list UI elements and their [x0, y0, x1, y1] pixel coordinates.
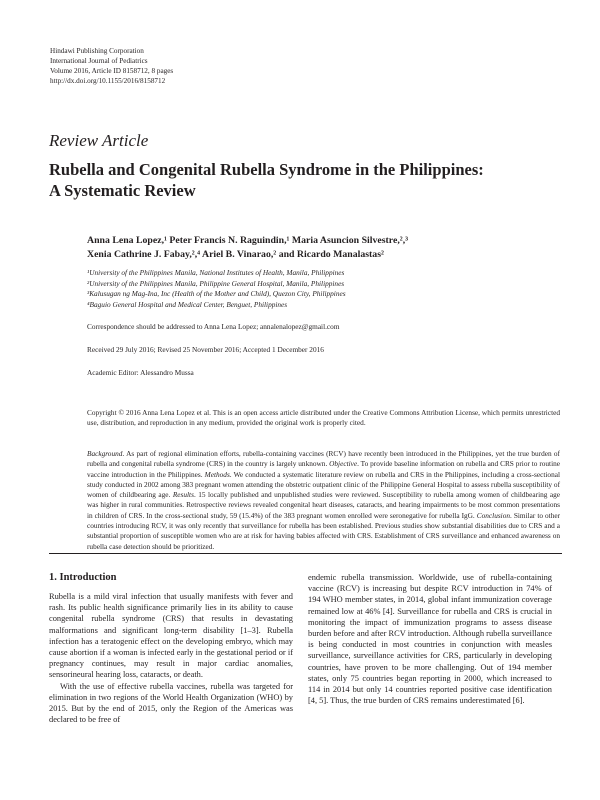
journal-doi[interactable]: http://dx.doi.org/10.1155/2016/8158712	[50, 77, 166, 85]
academic-editor: Academic Editor: Alessandro Mussa	[87, 368, 194, 377]
body-column-left	[49, 591, 293, 725]
article-type: Review Article	[49, 131, 149, 150]
correspondence: Correspondence should be addressed to Anna Lena Lopez; annalenalopez@gmail.com	[87, 322, 340, 331]
abstract-conclusion: . Similar to other countries introducing RCV, it was only recently that surveillance for rubella has been established. Previous studies show substantial disabilities due to CRS and a substantial proportion of susceptible women who are at risk for having babies affected with CRS. Establishment of CRS surveillance and enhanced awareness on rubella case detection should be prioritized.	[87, 510, 561, 551]
abstract-methods-label: Methods	[204, 469, 230, 479]
affiliation-4: ⁴Baguio General Hospital and Medical Center, Benguet, Philippines	[87, 299, 288, 309]
abstract-objective: . To provide baseline information on rubella and CRS prior to routine vaccine introduction in the Philippines.	[87, 459, 560, 479]
abstract-conclusion-label: Conclusion	[476, 510, 511, 520]
journal-name: International Journal of Pediatrics	[50, 57, 148, 65]
publisher: Hindawi Publishing Corporation	[50, 47, 144, 55]
affiliation-2: ²University of the Philippines Manila, Philippine General Hospital, Manila, Philippines	[87, 278, 345, 288]
abstract-results-label: Results	[172, 490, 194, 500]
title-line-1: Rubella and Congenital Rubella Syndrome in the Philippines:	[49, 160, 484, 179]
body-column-right	[308, 572, 552, 706]
abstract-background: . As part of regional elimination efforts, rubella-containing vaccines (RCV) have recently been introduced in the Philippines, yet the true burden of rubella and congenital rubella syndrome (CRS) in the country is largely unknown.	[87, 449, 560, 469]
received-dates: Received 29 July 2016; Revised 25 November 2016; Accepted 1 December 2016	[87, 345, 324, 354]
abstract-objective-label: Objective	[329, 459, 358, 469]
authors-line-1: Anna Lena Lopez,¹ Peter Francis N. Raguindin,¹ Maria Asuncion Silvestre,²,³	[87, 235, 409, 246]
abstract-background-label: Background	[87, 449, 123, 458]
intro-paragraph-continued: endemic rubella transmission. Worldwide, use of rubella-containing vaccine (RCV) is increasing but despite RCV introduction in 74% of 194 WHO member states, in 2014, global infant immunization coverage remained low at 46% [4]. Surveillance for rubella and CRS is crucial in monitoring the impact of immunization programs to assess disease burden before and after RCV introduction. Although rubella surveillance is being conducted in most countries in conjunction with measles surveillance, surveillance activities for CRS, particularly in developing countries, have proven to be more challenging. Out of 194 member states, only 75 countries began reporting in 2000, which increased to 114 in 2014 but only 14 countries reported positive case identification [4, 5]. Thus, the true burden of CRS remains underestimated [6].	[308, 573, 552, 706]
copyright-notice: Copyright © 2016 Anna Lena Lopez et al. This is an open access article distributed under the Creative Commons Attribution License, which permits unrestricted use, distribution, and reproduction in any medium, provided the original work is properly cited.	[87, 408, 560, 428]
section-divider	[49, 553, 562, 554]
authors-line-2: Xenia Cathrine J. Fabay,²,⁴ Ariel B. Vinarao,² and Ricardo Manalastas²	[87, 249, 384, 260]
title-line-2: A Systematic Review	[49, 181, 196, 200]
section-heading-introduction: 1. Introduction	[49, 572, 117, 583]
affiliation-1: ¹University of the Philippines Manila, National Institutes of Health, Manila, Philippines	[87, 268, 345, 277]
intro-paragraph-1: Rubella is a mild viral infection that usually manifests with fever and rash. Its public health significance primarily lies in its ability to cause congenital rubella syndrome (CRS) that results in devastating malformations and significant long-term disability [1–3]. Rubella infection has a teratogenic effect on the developing embryo, which may cause abortion if a woman is infected early in the gestational period or if pregnancy continues, may result in major cardiac anomalies, sensorineural hearing loss, cataracts, or death.	[49, 592, 293, 680]
journal-header	[50, 46, 173, 86]
journal-volume: Volume 2016, Article ID 8158712, 8 pages	[50, 67, 174, 75]
affiliation-3: ³Kalusugan ng Mag-Ina, Inc (Health of the Mother and Child), Quezon City, Philippines	[87, 289, 346, 299]
intro-paragraph-2: With the use of effective rubella vaccines, rubella was targeted for elimination in two regions of the World Health Organization (WHO) by 2015. But by the end of 2015, only the Region of the Americas was declared to be free of	[49, 681, 293, 725]
abstract-methods: . We conducted a systematic literature review on rubella and CRS in the Philippines, including a cross-sectional study conducted in 2002 among 383 pregnant women attending the obstetric outpatient clinic of the Philippine General Hospital to assess rubella susceptibility of women of childbearing age.	[87, 469, 560, 500]
author-list	[87, 234, 567, 262]
affiliations	[87, 268, 567, 310]
paper-title	[49, 159, 569, 201]
abstract	[87, 449, 560, 552]
abstract-results: . 15 locally published and unpublished studies were reviewed. Susceptibility to rubella among women of childbearing age was higher in rural communities. Retrospective reviews revealed congenital heart diseases, cataracts, and hearing impairments to be most common presentations in children of CRS. In the cross-sectional study, 59 (15.4%) of the 383 pregnant women enrolled were seronegative for rubella IgG.	[87, 490, 561, 520]
